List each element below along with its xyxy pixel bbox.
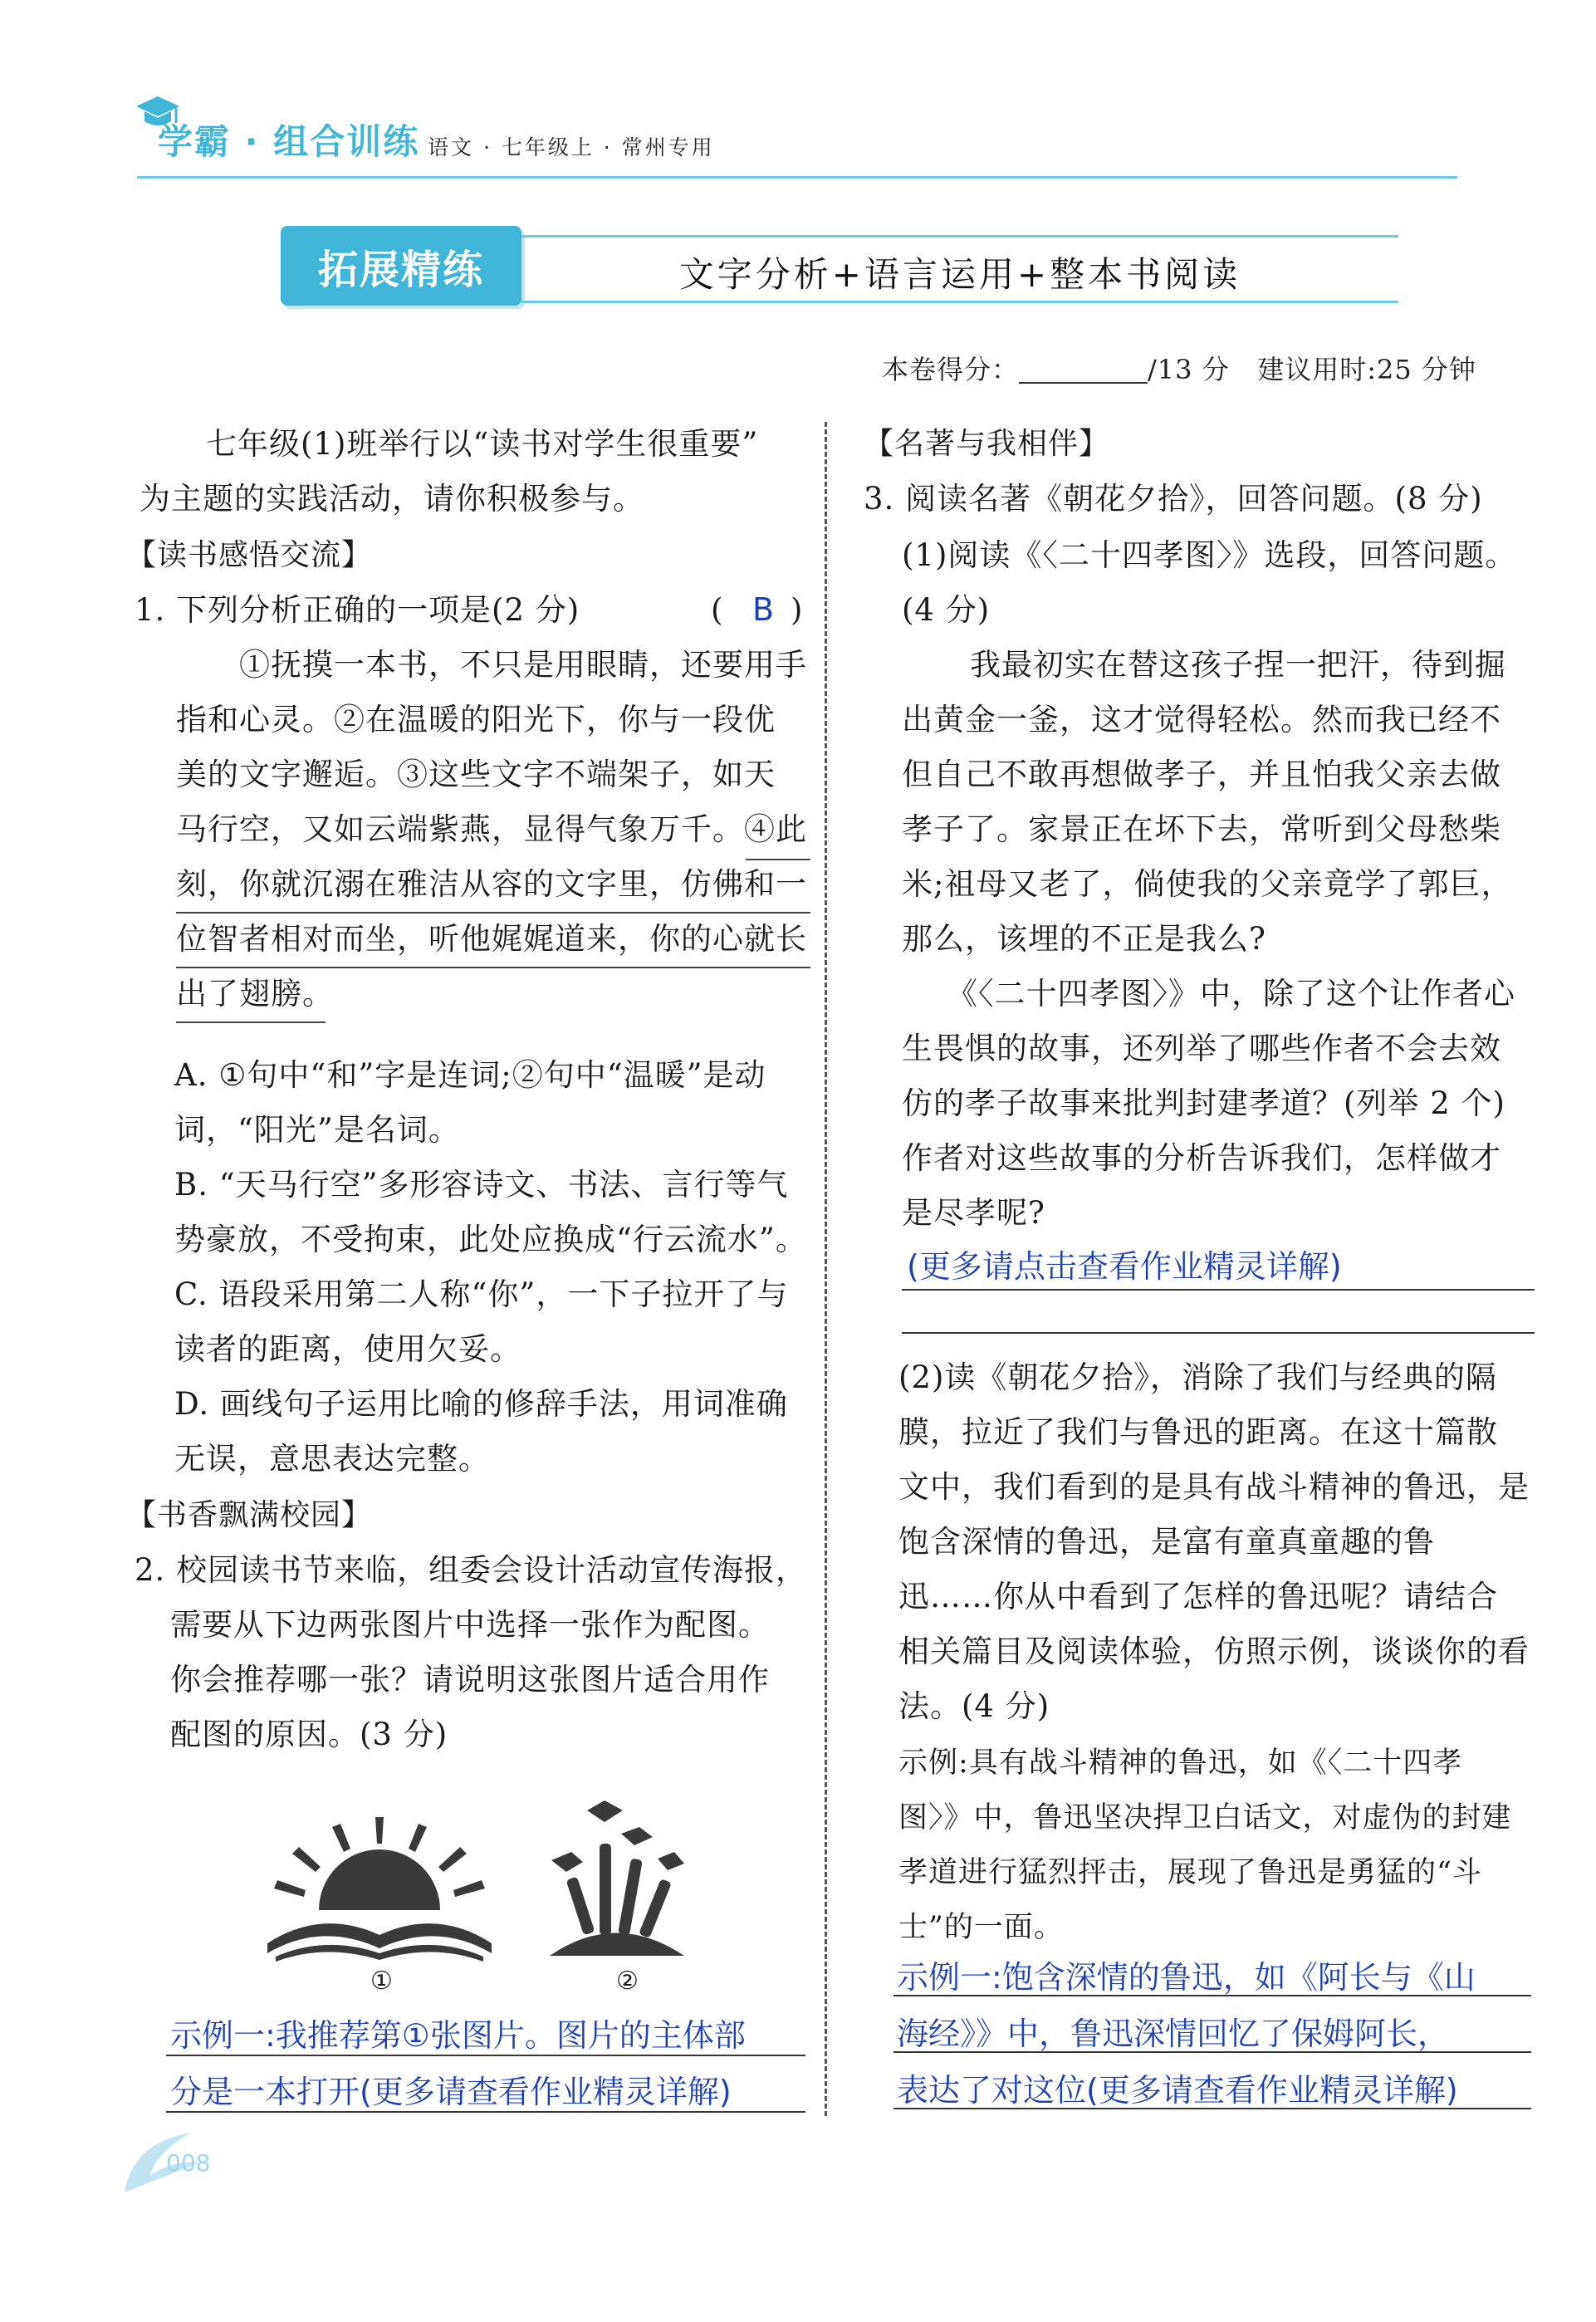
answer-q3-line: 表达了对这位(更多请查看作业精灵详解)	[897, 2072, 1458, 2109]
passage-line: 指和心灵。②在温暖的阳光下，你与一段优	[176, 702, 776, 737]
answer-rule	[893, 1995, 1531, 1996]
answer-rule	[893, 2108, 1531, 2109]
book-subtitle: 语文 · 七年级上 · 常州专用	[428, 135, 715, 159]
banner-top-line	[521, 235, 1398, 238]
question-2-line: 需要从下边两张图片中选择一张作为配图。	[170, 1607, 770, 1643]
intro-line-1: 七年级(1)班举行以“读书对学生很重要”	[206, 426, 759, 462]
question-text: 《〈二十四孝图〉》中，除了这个让作者心	[947, 976, 1515, 1012]
q1-paren-open: (	[711, 592, 724, 628]
more-details-link[interactable]: (更多请点击查看作业精灵详解)	[907, 1248, 1342, 1285]
image-1-label: ①	[370, 1967, 394, 1996]
answer-q2-line: 分是一本打开(更多请查看作业精灵详解)	[170, 2074, 732, 2110]
score-blank	[1019, 360, 1148, 384]
image-2-label: ②	[616, 1967, 639, 1996]
answer-rule	[166, 2055, 805, 2056]
answer-q3-line: 示例一:饱含深情的鲁迅，如《阿长与《山	[897, 1959, 1476, 1996]
column-divider	[825, 422, 827, 2116]
example-line: 孝道进行猛烈抨击，展现了鲁迅是勇猛的“斗	[898, 1856, 1482, 1889]
passage-line: 马行空，又如云端紫燕，显得气象万千。④此	[176, 811, 807, 847]
question-2: 2. 校园读书节来临，组委会设计活动宣传海报，	[135, 1552, 808, 1588]
q1-answer: B	[752, 591, 775, 628]
answer-rule	[902, 1332, 1535, 1334]
option-a: A. ①句中“和”字是连词;②句中“温暖”是动	[174, 1057, 766, 1093]
score-line	[882, 349, 1476, 387]
question-3-2-line: 膜，拉近了我们与鲁迅的距离。在这十篇散	[898, 1414, 1498, 1450]
brand-title: 学霸 · 组合训练	[158, 121, 420, 162]
section-heading-classics: 【名著与我相伴】	[864, 427, 1110, 461]
question-3-2: (2)读《朝花夕拾》，消除了我们与经典的隔	[898, 1359, 1497, 1395]
question-3-2-line: 文中，我们看到的是具有战斗精神的鲁迅，是	[898, 1469, 1530, 1505]
option-d: D. 画线句子运用比喻的修辞手法，用词准确	[174, 1386, 788, 1422]
example-line: 示例:具有战斗精神的鲁迅，如《〈二十四孝	[898, 1746, 1463, 1780]
answer-q3-line: 海经》》中，鲁迅深情回忆了保姆阿长，	[897, 2016, 1450, 2052]
passage-line-underlined: 位智者相对而坐，听他娓娓道来，你的心就长	[176, 921, 807, 957]
example-line: 士”的一面。	[898, 1911, 1064, 1944]
question-3-2-line: 法。(4 分)	[898, 1688, 1050, 1724]
passage-line-underlined: 刻，你就沉溺在雅洁从容的文字里，仿佛和一	[176, 866, 807, 902]
question-text: 生畏惧的故事，还列举了哪些作者不会去效	[902, 1031, 1501, 1066]
banner-bottom-line	[521, 301, 1398, 303]
excerpt-line: 出黄金一釜，这才觉得轻松。然而我已经不	[902, 702, 1501, 737]
excerpt-line: 孝子了。家景正在坏下去，常听到父母愁柴	[902, 811, 1501, 847]
question-text: 作者对这些故事的分析告诉我们，怎样做才	[902, 1140, 1501, 1176]
score-label: 本卷得分：	[882, 354, 1020, 385]
option-c: C. 语段采用第二人称“你”，一下子拉开了与	[174, 1276, 789, 1312]
score-total: /13 分	[1148, 354, 1230, 385]
question-3-2-line: 相关篇目及阅读体验，仿照示例，谈谈你的看	[898, 1634, 1530, 1669]
question-3: 3. 阅读名著《朝花夕拾》，回答问题。(8 分)	[864, 481, 1483, 517]
underline-segment	[176, 1021, 326, 1023]
intro-line-2: 为主题的实践活动，请你积极参与。	[140, 481, 644, 517]
passage-line-underlined: 出了翅膀。	[176, 976, 334, 1012]
option-c-cont: 读者的距离，使用欠妥。	[174, 1331, 521, 1367]
question-1: 1. 下列分析正确的一项是(2 分)	[135, 592, 580, 628]
section-heading-campus: 【书香飘满校园】	[126, 1498, 373, 1532]
answer-rule	[166, 2111, 805, 2113]
banner-title: 文字分析+语言运用+整本书阅读	[678, 254, 1241, 295]
option-d-cont: 无误，意思表达完整。	[174, 1441, 490, 1477]
answer-q2-line: 示例一:我推荐第①张图片。图片的主体部	[170, 2017, 746, 2054]
section-heading-reading: 【读书感悟交流】	[126, 538, 373, 572]
question-3-2-line: 迅……你从中看到了怎样的鲁迅呢？请结合	[898, 1579, 1498, 1614]
suggested-time: 建议用时:25 分钟	[1257, 354, 1476, 385]
option-a-cont: 词，“阳光”是名词。	[174, 1112, 460, 1148]
page-number: 008	[166, 2149, 211, 2177]
answer-rule	[902, 1289, 1535, 1291]
example-line: 图〉》中，鲁迅坚决捍卫白话文，对虚伪的封建	[898, 1801, 1512, 1835]
option-b: B. “天马行空”多形容诗文、书法、言行等气	[174, 1167, 789, 1203]
excerpt-line: 但自己不敢再想做孝子，并且怕我父亲去做	[902, 757, 1501, 792]
question-text: 仿的孝子故事来批判封建孝道？(列举 2 个)	[902, 1085, 1505, 1121]
passage-line: ①抚摸一本书，不只是用眼睛，还要用手	[239, 647, 807, 683]
passage-line: 美的文字邂逅。③这些文字不端架子，如天	[176, 757, 776, 792]
section-tag: 拓展精练	[281, 226, 521, 306]
answer-rule	[893, 2051, 1531, 2053]
excerpt-line: 那么，该埋的不正是我么?	[902, 921, 1266, 957]
question-text: 是尽孝呢?	[902, 1195, 1045, 1231]
excerpt-line: 米;祖母又老了，倘使我的父亲竟学了郭巨，	[902, 866, 1513, 902]
excerpt-line: 我最初实在替这孩子捏一把汗，待到掘	[970, 647, 1506, 683]
poster-image-hands-books	[541, 1786, 691, 1968]
question-2-line: 你会推荐哪一张？请说明这张图片适合用作	[170, 1662, 770, 1697]
option-b-cont: 势豪放，不受拘束，此处应换成“行云流水”。	[174, 1222, 807, 1257]
header-divider	[137, 176, 1457, 179]
question-2-line: 配图的原因。(3 分)	[170, 1717, 448, 1752]
question-3-1: (1)阅读《〈二十四孝图〉》选段，回答问题。	[902, 537, 1517, 573]
poster-image-sun-book	[259, 1810, 500, 1968]
question-3-2-line: 饱含深情的鲁迅，是富有童真童趣的鲁	[898, 1524, 1435, 1560]
question-3-1-points: (4 分)	[902, 592, 991, 628]
q1-paren-close: )	[791, 592, 804, 628]
